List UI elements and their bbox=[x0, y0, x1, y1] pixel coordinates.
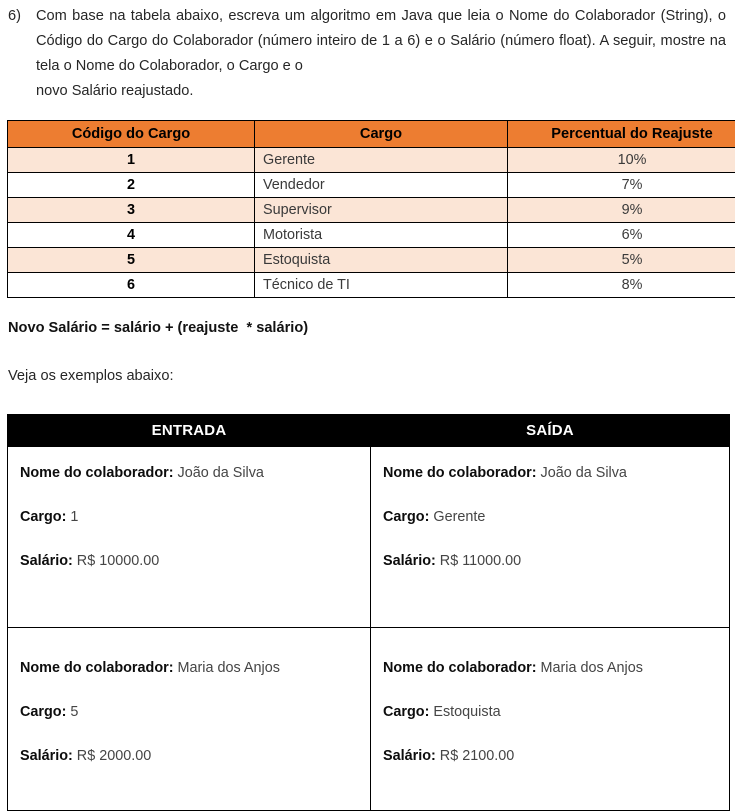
cell-codigo: 5 bbox=[8, 248, 255, 273]
value-cargo: Estoquista bbox=[433, 704, 500, 720]
table-row bbox=[8, 248, 735, 273]
example-row bbox=[8, 628, 730, 811]
example-2-entrada-cargo bbox=[20, 702, 370, 722]
examples-table-head bbox=[8, 415, 730, 447]
label-salario: Salário: bbox=[20, 748, 73, 764]
value-salario: R$ 10000.00 bbox=[77, 553, 159, 569]
table-row bbox=[8, 148, 735, 173]
cargo-table bbox=[7, 120, 735, 298]
label-cargo: Cargo: bbox=[383, 509, 429, 525]
header-cargo: Cargo bbox=[255, 121, 508, 148]
question-number: 6) bbox=[8, 4, 36, 29]
header-entrada: ENTRADA bbox=[8, 415, 371, 447]
example-row bbox=[8, 447, 730, 628]
example-2-saida-cargo bbox=[383, 702, 729, 722]
example-2-entrada-salario bbox=[20, 746, 370, 766]
value-nome: João da Silva bbox=[178, 465, 264, 481]
label-nome: Nome do colaborador: bbox=[383, 465, 537, 481]
formula-text: Novo Salário = salário + (reajuste * salário) bbox=[8, 320, 308, 336]
cell-cargo: Estoquista bbox=[255, 248, 508, 273]
question-paragraph bbox=[8, 4, 726, 104]
value-nome: João da Silva bbox=[541, 465, 627, 481]
cell-codigo: 6 bbox=[8, 273, 255, 298]
header-percentual-do-reajuste: Percentual do Reajuste bbox=[508, 121, 735, 148]
example-1-saida-nome bbox=[383, 463, 729, 483]
label-cargo: Cargo: bbox=[20, 509, 66, 525]
cell-codigo: 2 bbox=[8, 173, 255, 198]
header-codigo-do-cargo: Código do Cargo bbox=[8, 121, 255, 148]
table-row bbox=[8, 173, 735, 198]
cell-cargo: Vendedor bbox=[255, 173, 508, 198]
label-salario: Salário: bbox=[383, 553, 436, 569]
example-1-saida-cell bbox=[371, 447, 730, 628]
cell-cargo: Técnico de TI bbox=[255, 273, 508, 298]
example-2-entrada-cell bbox=[8, 628, 371, 811]
value-salario: R$ 2000.00 bbox=[77, 748, 151, 764]
example-1-entrada-salario bbox=[20, 551, 370, 571]
value-salario: R$ 2100.00 bbox=[440, 748, 514, 764]
cargo-table-head bbox=[8, 121, 735, 148]
table-row bbox=[8, 198, 735, 223]
cell-percentual: 7% bbox=[508, 173, 735, 198]
example-2-saida-nome bbox=[383, 658, 729, 678]
example-1-entrada-cell bbox=[8, 447, 371, 628]
header-saida: SAÍDA bbox=[371, 415, 730, 447]
table-row bbox=[8, 223, 735, 248]
label-salario: Salário: bbox=[383, 748, 436, 764]
label-cargo: Cargo: bbox=[20, 704, 66, 720]
label-cargo: Cargo: bbox=[383, 704, 429, 720]
question-text bbox=[36, 4, 726, 104]
cell-percentual: 10% bbox=[508, 148, 735, 173]
cell-cargo: Motorista bbox=[255, 223, 508, 248]
cell-percentual: 5% bbox=[508, 248, 735, 273]
label-nome: Nome do colaborador: bbox=[20, 465, 174, 481]
cell-cargo: Gerente bbox=[255, 148, 508, 173]
example-2-entrada-nome bbox=[20, 658, 370, 678]
cell-codigo: 4 bbox=[8, 223, 255, 248]
cell-codigo: 3 bbox=[8, 198, 255, 223]
label-salario: Salário: bbox=[20, 553, 73, 569]
value-nome: Maria dos Anjos bbox=[178, 660, 280, 676]
value-nome: Maria dos Anjos bbox=[541, 660, 643, 676]
value-salario: R$ 11000.00 bbox=[440, 553, 521, 569]
cell-percentual: 9% bbox=[508, 198, 735, 223]
question-text-main: Com base na tabela abaixo, escreva um algoritmo em Java que leia o Nome do Colaborador (String), o Código do Cargo do Colaborador (número inteiro de 1 a 6) e o Salário (número float). A seguir, mostre na tela o Nome do Colaborador, o Cargo e o bbox=[36, 8, 726, 74]
example-1-entrada-cargo bbox=[20, 507, 370, 527]
question-text-lastline: novo Salário reajustado. bbox=[36, 79, 726, 104]
example-1-saida-cargo bbox=[383, 507, 729, 527]
value-cargo: Gerente bbox=[433, 509, 485, 525]
value-cargo: 5 bbox=[70, 704, 78, 720]
example-1-entrada-nome bbox=[20, 463, 370, 483]
examples-table bbox=[7, 414, 730, 811]
example-1-saida-salario bbox=[383, 551, 729, 571]
table-row bbox=[8, 273, 735, 298]
cell-cargo: Supervisor bbox=[255, 198, 508, 223]
cell-codigo: 1 bbox=[8, 148, 255, 173]
label-nome: Nome do colaborador: bbox=[20, 660, 174, 676]
examples-table-body bbox=[8, 447, 730, 811]
label-nome: Nome do colaborador: bbox=[383, 660, 537, 676]
examples-lead-in-text: Veja os exemplos abaixo: bbox=[8, 368, 174, 384]
cell-percentual: 8% bbox=[508, 273, 735, 298]
cargo-table-body bbox=[8, 148, 735, 298]
example-2-saida-cell bbox=[371, 628, 730, 811]
example-2-saida-salario bbox=[383, 746, 729, 766]
cargo-table-header-row bbox=[8, 121, 735, 148]
examples-table-header-row bbox=[8, 415, 730, 447]
cell-percentual: 6% bbox=[508, 223, 735, 248]
value-cargo: 1 bbox=[70, 509, 78, 525]
